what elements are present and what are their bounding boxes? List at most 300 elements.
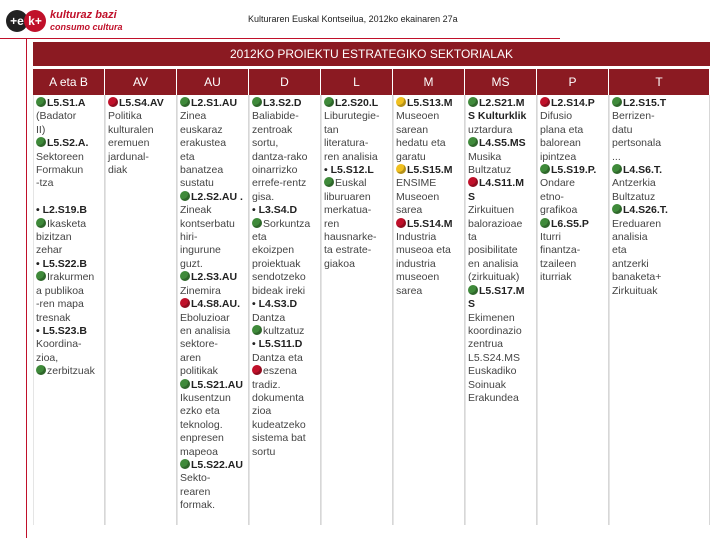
cell-text: diak: [108, 164, 128, 177]
column-4: [321, 69, 393, 525]
cell-text: sortu,: [252, 137, 279, 150]
logo-text-line2: consumo cultura: [50, 22, 123, 32]
cell-text: Ereduaren: [612, 217, 662, 230]
cell-line: [108, 164, 174, 177]
cell-line: [468, 271, 534, 284]
cell-text: • L5.S22.B: [36, 257, 87, 270]
red-status-icon: [252, 365, 262, 375]
cell-text: ENSIME: [396, 177, 437, 190]
cell-text: L5.S22.AU: [191, 458, 243, 471]
cell-text: ta: [468, 231, 477, 244]
cell-line: [108, 124, 174, 137]
cell-text: dantza-rako: [252, 150, 308, 163]
cell-text: Ekimenen: [468, 311, 515, 324]
cell-text: Museoen: [396, 190, 440, 203]
cell-line: [396, 218, 462, 231]
cell-line: [612, 191, 707, 204]
cell-line: [252, 379, 318, 392]
column-body: [609, 95, 710, 525]
cell-text: en analisia: [468, 257, 519, 270]
cell-text: balorean: [540, 137, 581, 150]
green-status-icon: [612, 204, 622, 214]
cell-line: [252, 191, 318, 204]
cell-text: kontserbatu: [180, 217, 235, 230]
cell-line: [468, 137, 534, 150]
cell-text: tradiz.: [252, 378, 281, 391]
column-header: MS: [465, 69, 537, 95]
cell-line: [108, 97, 174, 110]
cell-line: [468, 312, 534, 325]
cell-line: [180, 446, 246, 459]
column-body: [33, 95, 105, 525]
cell-line: [468, 218, 534, 231]
cell-line: [252, 405, 318, 418]
yellow-status-icon: [396, 97, 406, 107]
cell-line: [36, 338, 102, 351]
column-0: [33, 69, 105, 525]
cell-line: [180, 137, 246, 150]
cell-line: [468, 231, 534, 244]
cell-line: [36, 110, 102, 123]
cell-line: [468, 177, 534, 190]
column-header: AU: [177, 69, 249, 95]
green-status-icon: [36, 271, 46, 281]
cell-line: [468, 352, 534, 365]
green-status-icon: [36, 218, 46, 228]
cell-text: erakustea: [180, 137, 227, 150]
cell-line: [540, 218, 606, 231]
cell-text: ren analisia: [324, 150, 378, 163]
cell-text: Zirkuituak: [612, 284, 658, 297]
cell-text: ingurune: [180, 244, 221, 257]
cell-line: [468, 392, 534, 405]
green-status-icon: [612, 97, 622, 107]
cell-text: finantza-: [540, 244, 581, 257]
cell-line: [180, 258, 246, 271]
cell-line: [252, 137, 318, 150]
cell-text: ren: [324, 217, 340, 230]
cell-text: banatzea: [180, 164, 224, 177]
cell-text: koordinazio: [468, 324, 522, 337]
cell-line: [252, 338, 318, 351]
cell-text: merkatua-: [324, 204, 372, 217]
cell-line: [252, 164, 318, 177]
logo: [6, 6, 156, 36]
cell-text: L3.S2.D: [263, 97, 302, 109]
cell-text: eta: [252, 231, 267, 244]
column-body: [393, 95, 465, 525]
cell-text: L4.S6.T.: [623, 164, 663, 177]
cell-line: [612, 124, 707, 137]
cell-text: museoa eta: [396, 244, 451, 257]
cell-line: [396, 110, 462, 123]
column-6: [465, 69, 537, 525]
cell-text: Irakurmen: [47, 271, 95, 284]
cell-text: garatu: [396, 150, 426, 163]
cell-text: tresnak: [36, 311, 71, 324]
cell-text: L2.S2.AU .: [191, 190, 243, 203]
cell-line: [540, 271, 606, 284]
cell-text: sustatu: [180, 177, 214, 190]
cell-text: Industria: [396, 231, 437, 244]
cell-text: Zinemira: [180, 284, 221, 297]
cell-line: [468, 325, 534, 338]
cell-line: [36, 151, 102, 164]
cell-line: [180, 405, 246, 418]
green-status-icon: [36, 137, 46, 147]
green-status-icon: [540, 218, 550, 228]
cell-line: [324, 191, 390, 204]
cell-text: tan: [324, 123, 339, 136]
cell-line: [180, 204, 246, 217]
cell-line: [396, 124, 462, 137]
divider-horizontal: [0, 38, 560, 39]
cell-text: • L4.S3.D: [252, 298, 298, 311]
cell-line: [180, 352, 246, 365]
column-5: [393, 69, 465, 525]
cell-text: eta: [180, 150, 195, 163]
cell-line: [324, 110, 390, 123]
cell-line: [180, 164, 246, 177]
cell-text: L4.S5.MS: [479, 137, 526, 150]
yellow-status-icon: [396, 164, 406, 174]
cell-text: museoen: [396, 271, 440, 284]
cell-line: [612, 231, 707, 244]
cell-line: [540, 124, 606, 137]
cell-line: [36, 218, 102, 231]
column-header: AV: [105, 69, 177, 95]
cell-text: zioa: [252, 405, 272, 418]
cell-line: [324, 124, 390, 137]
cell-line: [252, 285, 318, 298]
cell-text: • L2.S19.B: [36, 204, 87, 217]
cell-line: [36, 231, 102, 244]
cell-text: [36, 191, 39, 203]
cell-text: plana eta: [540, 123, 584, 136]
cell-line: [396, 258, 462, 271]
cell-line: [36, 164, 102, 177]
cell-text: sortu: [252, 445, 276, 458]
cell-line: [180, 151, 246, 164]
cell-line: [252, 392, 318, 405]
cell-text: L5.S4.AV: [119, 97, 164, 109]
cell-text: rearen: [180, 485, 211, 498]
green-status-icon: [468, 137, 478, 147]
cell-text: Ikusentzun: [180, 391, 231, 404]
cell-line: [468, 298, 534, 311]
cell-text: en analisia: [180, 324, 231, 337]
cell-line: [180, 191, 246, 204]
cell-line: [36, 258, 102, 271]
cell-text: II): [36, 123, 46, 136]
cell-line: [540, 164, 606, 177]
cell-line: [324, 97, 390, 110]
cell-line: [324, 258, 390, 271]
cell-line: [180, 365, 246, 378]
cell-line: [396, 191, 462, 204]
column-body: [465, 95, 537, 525]
column-header: M: [393, 69, 465, 95]
column-header: T: [609, 69, 710, 95]
green-status-icon: [540, 164, 550, 174]
cell-text: hedatu eta: [396, 137, 446, 150]
cell-text: ekoizpen: [252, 244, 295, 257]
cell-text: L5.S2.A.: [47, 137, 89, 150]
cell-line: [180, 379, 246, 392]
cell-text: Politika: [108, 110, 142, 123]
cell-text: Soinuak: [468, 378, 506, 391]
page-caption: Kulturaren Euskal Kontseilua, 2012ko ekainaren 27a: [248, 14, 458, 24]
red-status-icon: [108, 97, 118, 107]
cell-text: formak.: [180, 499, 216, 512]
cell-text: Sorkuntza: [263, 217, 311, 230]
cell-text: L2.S3.AU: [191, 271, 238, 284]
cell-text: Baliabide-: [252, 110, 299, 123]
cell-text: antzerki: [612, 257, 649, 270]
cell-text: politikak: [180, 365, 218, 378]
cell-line: [612, 97, 707, 110]
cell-text: zerbitzuak: [47, 365, 95, 378]
green-status-icon: [612, 164, 622, 174]
cell-line: [252, 352, 318, 365]
cell-text: aren: [180, 351, 202, 364]
cell-line: [252, 204, 318, 217]
green-status-icon: [180, 191, 190, 201]
green-status-icon: [324, 97, 334, 107]
green-status-icon: [36, 97, 46, 107]
cell-line: [108, 137, 174, 150]
cell-line: [180, 499, 246, 512]
column-1: [105, 69, 177, 525]
cell-line: [180, 218, 246, 231]
cell-line: [252, 298, 318, 311]
cell-text: Sekto-: [180, 472, 211, 485]
cell-text: zehar: [36, 244, 63, 257]
cell-line: [36, 124, 102, 137]
logo-text-line1: kulturaz bazi: [50, 9, 117, 21]
cell-text: L4.S11.M: [479, 177, 524, 190]
cell-line: [540, 231, 606, 244]
column-8: [609, 69, 710, 525]
cell-text: Dantza eta: [252, 351, 303, 364]
cell-line: [180, 97, 246, 110]
cell-text: Ikasketa: [47, 217, 87, 230]
cell-text: L4.S8.AU.: [191, 298, 241, 311]
cell-text: hiri-: [180, 231, 198, 244]
cell-line: [396, 285, 462, 298]
cell-line: [180, 472, 246, 485]
cell-line: [468, 151, 534, 164]
cell-text: bideak ireki: [252, 284, 306, 297]
column-2: [177, 69, 249, 525]
cell-line: [180, 285, 246, 298]
cell-text: Euskal: [335, 177, 367, 190]
cell-line: [180, 392, 246, 405]
cell-text: S Kulturklik: [468, 110, 527, 123]
cell-text: errefe-rentz: [252, 177, 307, 190]
cell-text: Erakundea: [468, 391, 519, 404]
cell-text: kulturalen: [108, 123, 154, 136]
cell-text: Museoen: [396, 110, 440, 123]
cell-text: kudeatzeko: [252, 418, 306, 431]
cell-text: sarea: [396, 204, 423, 217]
cell-line: [396, 271, 462, 284]
cell-text: eta: [612, 244, 627, 257]
cell-line: [252, 446, 318, 459]
cell-text: grafikoa: [540, 204, 578, 217]
cell-text: euskaraz: [180, 123, 223, 136]
cell-line: [180, 325, 246, 338]
logo-plus-circle: +e: [6, 10, 28, 32]
cell-line: [324, 151, 390, 164]
cell-line: [612, 244, 707, 257]
cell-line: [468, 258, 534, 271]
cell-line: [540, 244, 606, 257]
cell-line: [612, 258, 707, 271]
cell-text: tzaileen: [540, 257, 577, 270]
cell-line: [396, 97, 462, 110]
cell-text: zioa,: [36, 351, 59, 364]
cell-text: L2.S21.M: [479, 97, 525, 109]
cell-text: sarea: [396, 284, 423, 297]
column-3: [249, 69, 321, 525]
cell-line: [180, 486, 246, 499]
cell-line: [36, 191, 102, 204]
cell-line: [540, 97, 606, 110]
cell-text: L2.S20.L: [335, 97, 379, 109]
projects-table: [33, 69, 710, 525]
cell-text: L5.S1.A: [47, 97, 86, 109]
green-status-icon: [468, 97, 478, 107]
cell-text: enpresen: [180, 432, 224, 445]
cell-line: [252, 151, 318, 164]
cell-line: [180, 231, 246, 244]
cell-line: [540, 151, 606, 164]
cell-text: teknolog.: [180, 418, 223, 431]
logo-k-circle: k+: [24, 10, 46, 32]
cell-line: [108, 110, 174, 123]
cell-line: [468, 379, 534, 392]
cell-text: L5.S17.M: [479, 284, 525, 297]
cell-line: [252, 177, 318, 190]
cell-line: [36, 271, 102, 284]
cell-text: • L3.S4.D: [252, 204, 298, 217]
cell-line: [468, 285, 534, 298]
cell-text: giakoa: [324, 257, 355, 270]
cell-text: Zinea: [180, 110, 207, 123]
column-header: P: [537, 69, 609, 95]
cell-line: [468, 191, 534, 204]
cell-line: [180, 177, 246, 190]
cell-text: L5.S14.M: [407, 217, 453, 230]
cell-text: dokumenta: [252, 391, 304, 404]
cell-line: [180, 419, 246, 432]
cell-line: [36, 352, 102, 365]
cell-line: [324, 164, 390, 177]
divider-vertical: [26, 38, 27, 538]
cell-text: iturriak: [540, 271, 572, 284]
cell-line: [396, 151, 462, 164]
cell-line: [324, 177, 390, 190]
cell-line: [324, 137, 390, 150]
cell-line: [36, 204, 102, 217]
cell-line: [612, 151, 707, 164]
cell-text: S: [468, 298, 476, 311]
cell-text: (zirkuituak): [468, 271, 520, 284]
cell-line: [468, 110, 534, 123]
cell-line: [180, 459, 246, 472]
cell-line: [540, 204, 606, 217]
red-status-icon: [180, 298, 190, 308]
cell-line: [540, 191, 606, 204]
cell-text: analisia: [612, 231, 648, 244]
cell-text: L5.S13.M: [407, 97, 453, 109]
red-status-icon: [396, 218, 406, 228]
cell-text: ...: [612, 150, 621, 163]
cell-line: [252, 312, 318, 325]
cell-line: [612, 271, 707, 284]
cell-line: [180, 110, 246, 123]
cell-text: (Badator: [36, 110, 77, 123]
cell-text: zentroak: [252, 123, 293, 136]
cell-text: L5.S24.MS: [468, 351, 520, 364]
cell-text: Musika: [468, 150, 502, 163]
cell-text: Formakun: [36, 164, 84, 177]
cell-line: [180, 298, 246, 311]
cell-text: balorazioae: [468, 217, 523, 230]
green-status-icon: [180, 271, 190, 281]
cell-text: L5.S15.M: [407, 164, 453, 177]
cell-text: Zineak: [180, 204, 212, 217]
cell-line: [612, 218, 707, 231]
cell-text: sektore-: [180, 338, 218, 351]
cell-line: [396, 204, 462, 217]
cell-text: Ondare: [540, 177, 576, 190]
cell-line: [180, 338, 246, 351]
cell-line: [540, 177, 606, 190]
cell-text: -tza: [36, 177, 54, 190]
cell-line: [36, 298, 102, 311]
cell-line: [468, 365, 534, 378]
cell-text: L5.S21.AU: [191, 378, 243, 391]
cell-line: [36, 97, 102, 110]
cell-line: [252, 325, 318, 338]
cell-text: L6.S5.P: [551, 217, 589, 230]
cell-text: Eboluzioar: [180, 311, 230, 324]
cell-text: L2.S1.AU: [191, 97, 238, 109]
column-header: A eta B: [33, 69, 105, 95]
cell-line: [396, 137, 462, 150]
green-status-icon: [180, 459, 190, 469]
cell-line: [540, 258, 606, 271]
cell-text: -ren mapa: [36, 298, 84, 311]
cell-text: • L5.S12.L: [324, 164, 374, 177]
cell-text: • L5.S23.B: [36, 324, 87, 337]
cell-text: L5.S19.P.: [551, 164, 597, 177]
cell-line: [252, 231, 318, 244]
cell-line: [612, 164, 707, 177]
cell-text: ipintzea: [540, 150, 577, 163]
cell-line: [252, 110, 318, 123]
cell-text: eremuen: [108, 137, 150, 150]
cell-text: ta estrate-: [324, 244, 372, 257]
cell-text: Euskadiko: [468, 365, 517, 378]
cell-line: [324, 218, 390, 231]
cell-line: [252, 271, 318, 284]
column-header: L: [321, 69, 393, 95]
column-body: [537, 95, 609, 525]
cell-text: sendotzeko: [252, 271, 306, 284]
